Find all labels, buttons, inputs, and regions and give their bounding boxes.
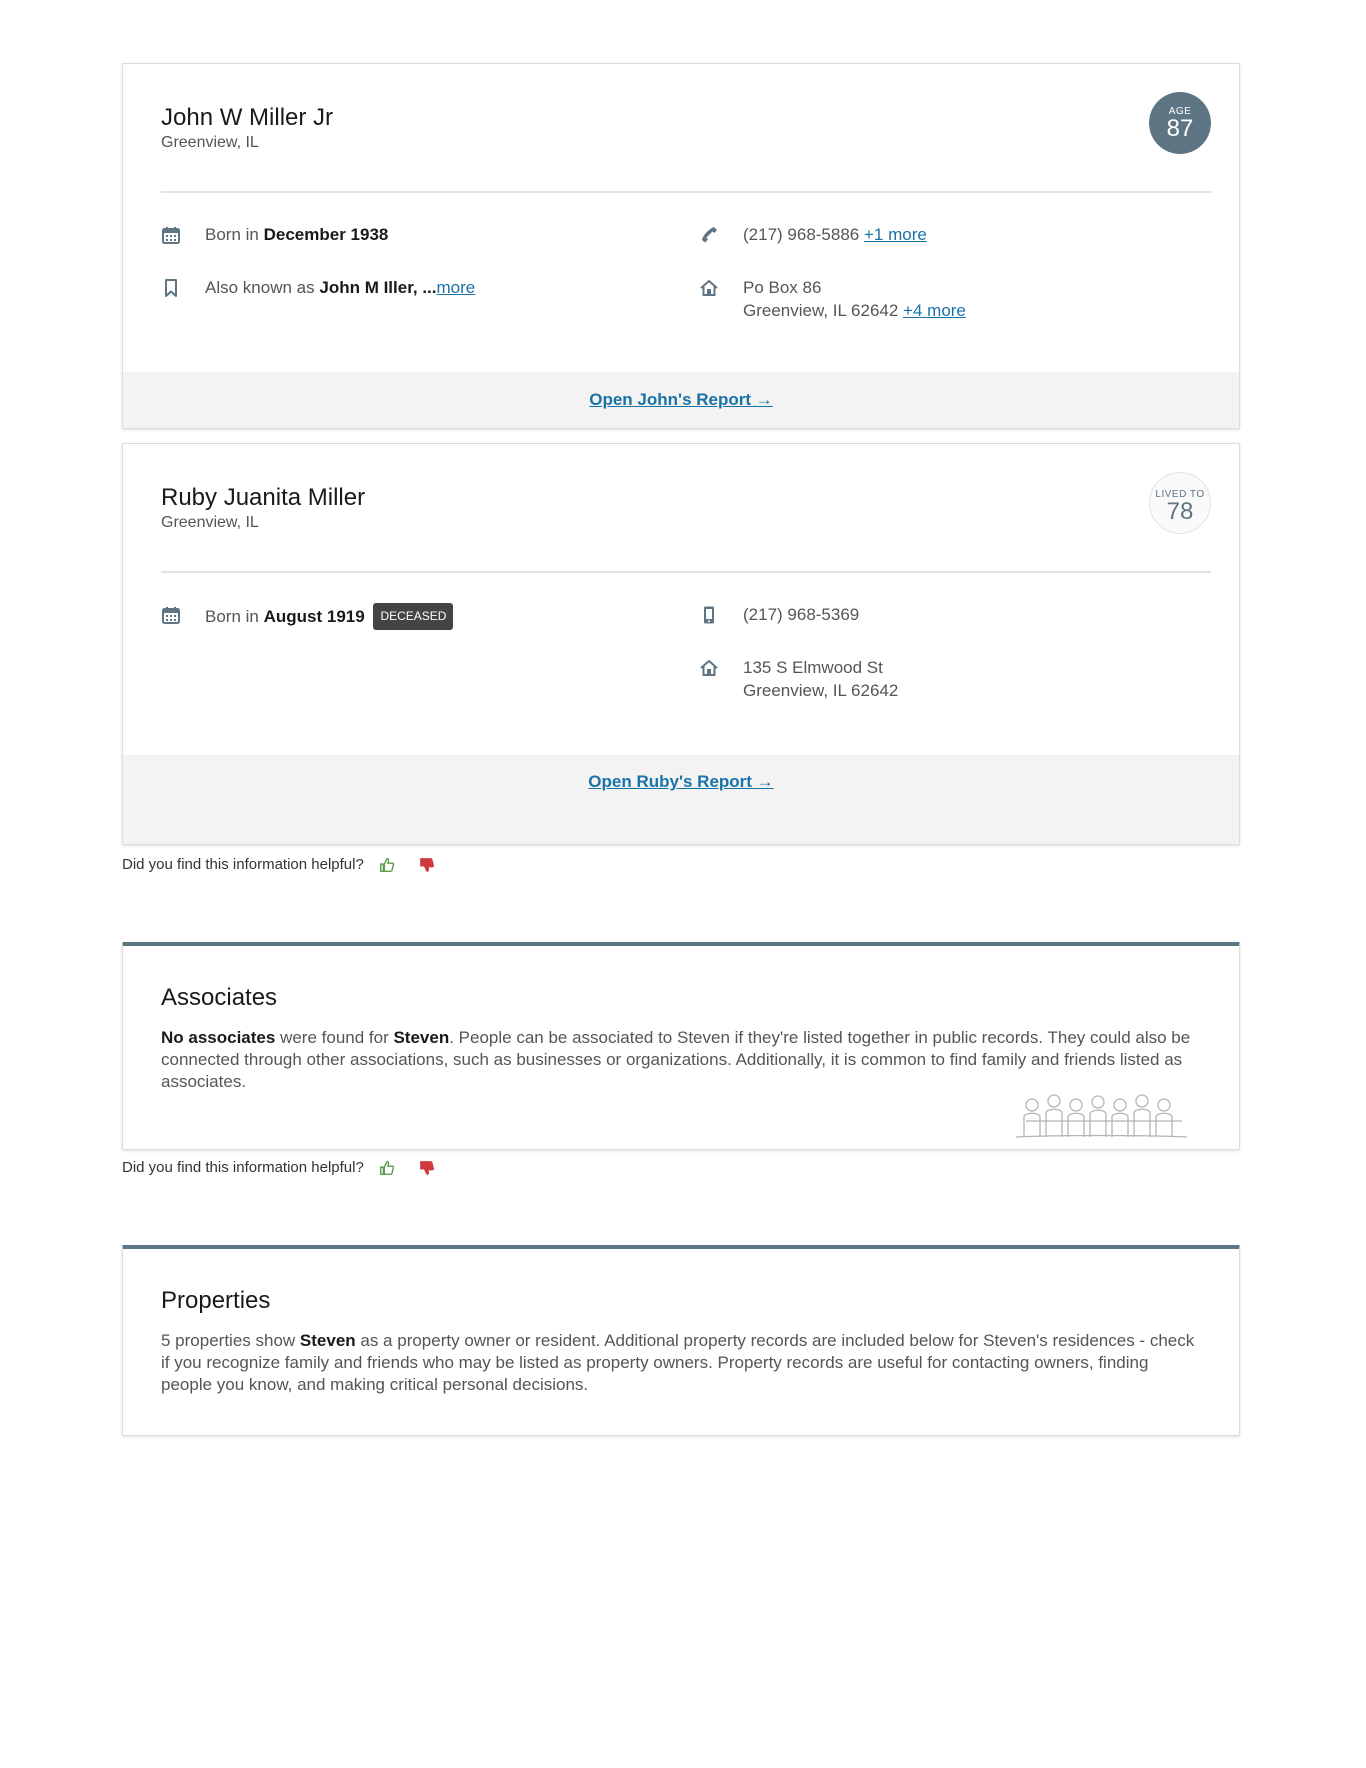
born-prefix: Born in — [205, 225, 259, 244]
thumbs-down-icon[interactable] — [418, 1159, 436, 1177]
calendar-icon — [161, 225, 181, 245]
associates-lead: No associates — [161, 1028, 276, 1047]
age-label: AGE — [1168, 106, 1192, 117]
address-line1: Po Box 86 — [743, 278, 822, 297]
properties-lead: 5 properties show — [161, 1331, 300, 1350]
aka-prefix: Also known as — [205, 278, 315, 297]
associates-section — [122, 942, 1240, 1150]
address-line2: Greenview, IL 62642 — [743, 301, 899, 320]
associates-body: . People can be associated to Steven if they're listed together in public records. They could also be connected through other associations, such as businesses or organizations. Additionally, it is common to find family and friends listed as associates. — [161, 1028, 1191, 1091]
report-footer — [123, 755, 1239, 844]
properties-text — [161, 1330, 1199, 1396]
phone-number: (217) 968-5369 — [743, 605, 860, 624]
born-date: December 1938 — [263, 225, 389, 244]
thumbs-up-icon[interactable] — [378, 856, 396, 874]
deceased-badge: DECEASED — [373, 603, 453, 630]
mobile-phone-icon — [699, 605, 719, 625]
thumbs-up-icon[interactable] — [378, 1159, 396, 1177]
helpful-prompt: Did you find this information helpful? — [122, 1159, 364, 1176]
bookmark-icon — [161, 278, 181, 298]
person-location: Greenview, IL — [161, 514, 259, 531]
age-badge — [1149, 92, 1211, 154]
people-group-illustration — [1014, 1091, 1189, 1143]
born-prefix: Born in — [205, 607, 259, 626]
divider — [161, 191, 1211, 193]
address-more-link[interactable]: +4 more — [903, 301, 966, 320]
report-footer — [123, 372, 1239, 428]
subject-name: Steven — [299, 1331, 356, 1350]
associates-mid: were found for — [275, 1028, 394, 1047]
person-name: John W Miller Jr — [161, 104, 334, 131]
open-report-link[interactable]: Open John's Report → — [589, 390, 773, 409]
aka-more-link[interactable]: more — [436, 278, 476, 297]
properties-section — [122, 1245, 1240, 1436]
helpful-prompt: Did you find this information helpful? — [122, 856, 364, 873]
properties-body: as a property owner or resident. Additional property records are included below for Steven's residences - check if you recognize family and friends who may be listed as property owners. Property records are useful for contacting owners, finding people you know, and making critical personal decisions. — [161, 1331, 1195, 1394]
address-line2: Greenview, IL 62642 — [743, 681, 899, 700]
helpful-feedback — [122, 856, 436, 874]
open-report-link[interactable]: Open Ruby's Report → — [588, 772, 774, 791]
age-label: LIVED TO — [1155, 489, 1205, 500]
home-icon — [699, 278, 719, 298]
helpful-feedback — [122, 1159, 436, 1177]
phone-icon — [699, 225, 719, 245]
phone-number: (217) 968-5886 — [743, 225, 860, 244]
age-value: 78 — [1166, 498, 1194, 525]
calendar-icon — [161, 605, 181, 625]
address-line1: 135 S Elmwood St — [743, 658, 883, 677]
home-icon — [699, 658, 719, 678]
properties-title: Properties — [161, 1287, 271, 1314]
person-name: Ruby Juanita Miller — [161, 484, 366, 511]
thumbs-down-icon[interactable] — [418, 856, 436, 874]
age-value: 87 — [1166, 115, 1194, 142]
aka-value: John M Iller, ... — [319, 278, 437, 297]
phone-more-link[interactable]: +1 more — [864, 225, 927, 244]
person-card-john — [122, 63, 1240, 429]
divider — [161, 571, 1211, 573]
person-location: Greenview, IL — [161, 134, 259, 151]
subject-name: Steven — [393, 1028, 450, 1047]
associates-title: Associates — [161, 984, 278, 1011]
born-date: August 1919 — [263, 607, 365, 626]
lived-to-badge — [1149, 472, 1211, 534]
person-card-ruby — [122, 443, 1240, 845]
associates-text — [161, 1027, 1199, 1093]
